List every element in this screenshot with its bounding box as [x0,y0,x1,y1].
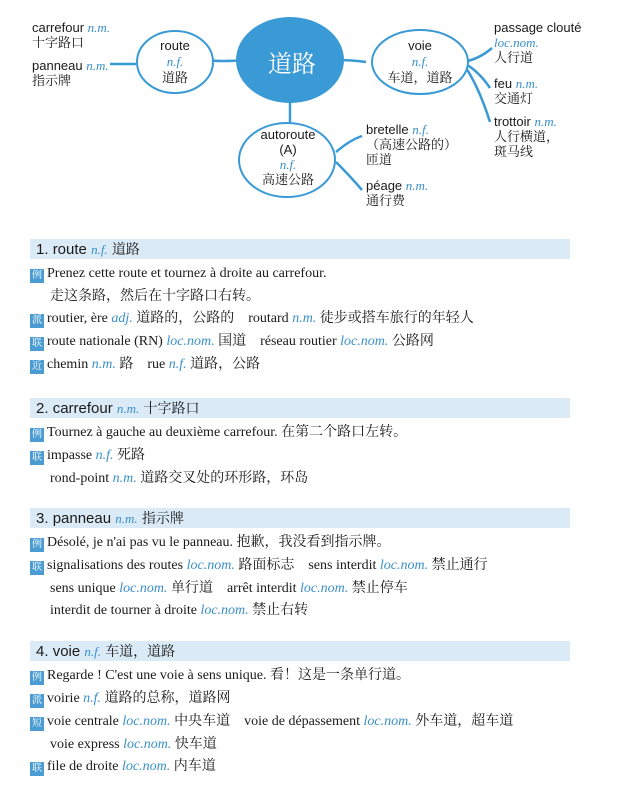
related-icon: 联 [32,562,42,573]
phrase-line [30,737,570,753]
near-zh: 路 [119,357,134,372]
derived-zh: 徒步或搭车旅行的年轻人 [319,311,474,326]
entry-number: 1. [36,241,49,258]
example-icon: 例 [32,539,42,550]
entry-number: 4. [36,643,49,660]
related-line [30,558,570,575]
entry-route [30,239,570,374]
entry-pos: n.f. [84,644,102,659]
related-line [30,448,570,465]
entry-panneau [30,508,570,619]
node-route-fr: route [160,38,190,53]
related-pos: loc.nom. [186,558,235,573]
related-line [30,334,570,351]
entry-pos: n.f. [91,242,108,257]
related-fr: file de droite [47,759,119,774]
leaf-panneau-zh: 指示牌 [32,73,72,88]
leaf-trottoir-zh2: 斑马线 [494,144,534,159]
related-zh: 单行道 [170,581,213,596]
entry-header [30,398,570,418]
leaf-bretelle-zh2: 匝道 [366,152,393,167]
entry-word: route [52,241,87,258]
example-zh: 抱歉，我没看到指示牌。 [236,535,391,550]
node-autoroute-pos: n.f. [279,157,297,172]
example-icon: 例 [32,270,42,281]
derived-pos: n.m. [292,311,317,326]
related-zh: 禁止停车 [351,581,408,596]
node-autoroute-abbr: (A) [279,142,297,157]
leaf-trottoir-zh1: 人行横道， [494,129,560,144]
derived-icon: 派 [32,695,42,706]
related-pos: loc.nom. [200,603,249,618]
example-zh: 走这条路，然后在十字路口右转。 [50,289,260,304]
leaf-carrefour-zh: 十字路口 [32,35,85,50]
entry-translation: 十字路口 [143,400,200,416]
phrase-fr: voie express [50,737,120,752]
entry-voie [30,641,570,776]
near-synonym-icon: 近 [32,361,42,372]
near-fr: chemin [47,357,89,372]
leaf-carrefour-pos: n.m. [87,20,111,35]
leaf-feu-fr: feu [494,76,513,91]
related-zh: 内车道 [173,759,216,774]
derived-zh: 道路的总称，道路网 [104,691,231,706]
leaf-carrefour-fr: carrefour [32,20,85,35]
leaf-passage [494,20,581,65]
related-fr: signalisations des routes [47,558,184,573]
entry-word: carrefour [52,400,113,417]
near-fr: rue [147,357,166,372]
related-pos: loc.nom. [119,581,168,596]
leaf-passage-zh: 人行道 [494,50,534,65]
related-zh: 国道 [218,334,247,349]
near-synonym-line [30,357,570,374]
related-pos: loc.nom. [300,581,349,596]
related-fr: interdit de tourner à droite [50,603,197,618]
example-icon: 例 [32,429,42,440]
leaf-bretelle-fr: bretelle [366,122,409,137]
example-fr: Tournez à gauche au deuxième carrefour. [47,425,278,440]
entry-number: 2. [36,400,49,417]
leaf-bretelle-pos: n.f. [412,122,429,137]
example-line [30,425,570,442]
related-zh: 路面标志 [238,558,295,573]
related-pos: loc.nom. [122,759,171,774]
entry-pos: n.m. [116,401,140,416]
example-line [30,266,570,283]
node-autoroute [242,127,334,187]
example-line [30,535,570,552]
related-line [30,581,570,597]
leaf-peage-pos: n.m. [405,178,429,193]
derived-zh: 道路的，公路的 [136,311,235,326]
leaf-peage-fr: péage [366,178,403,193]
related-pos: n.f. [95,448,114,463]
related-line [30,603,570,619]
leaf-feu-zh: 交通灯 [494,91,534,106]
example-icon: 例 [32,672,42,683]
derived-fr: routier, ère [47,311,108,326]
node-voie [374,38,466,86]
related-icon: 联 [32,763,42,774]
phrase-fr: voie centrale [47,714,119,729]
leaf-bretelle-zh1: （高速公路的） [366,137,458,152]
related-pos: loc.nom. [166,334,215,349]
node-route-pos: n.f. [166,54,184,69]
entry-header [30,239,570,259]
example-zh: 看！这是一条单行道。 [269,668,410,683]
leaf-passage-pos: loc.nom. [494,35,539,50]
related-icon: 联 [32,452,42,463]
phrase-line [30,714,570,731]
entry-pos: n.m. [115,511,138,526]
derived-pos: n.f. [83,691,102,706]
entry-carrefour [30,398,570,487]
leaf-carrefour [32,20,110,50]
related-zh: 道路交叉处的环形路，环岛 [140,471,309,486]
related-fr: réseau routier [260,334,337,349]
example-line [30,668,570,685]
leaf-panneau [32,58,109,88]
entry-header [30,641,570,661]
phrase-zh: 快车道 [174,737,217,752]
leaf-panneau-fr: panneau [32,58,83,73]
near-pos: n.m. [91,357,116,372]
derived-line [30,311,570,328]
node-voie-fr: voie [408,38,432,53]
entry-translation: 道路 [111,241,140,257]
derived-line [30,691,570,708]
entry-translation: 车道，道路 [105,643,176,659]
leaf-feu-pos: n.m. [515,76,539,91]
phrase-zh: 外车道，超车道 [415,714,514,729]
related-fr: route nationale (RN) [47,334,163,349]
entry-number: 3. [36,510,49,527]
mind-map [0,0,629,230]
related-line [30,759,570,776]
node-route [140,38,210,86]
entry-word: voie [52,643,81,660]
example-zh: 在第二个路口左转。 [281,425,408,440]
related-fr: sens unique [50,581,116,596]
phrase-pos: loc.nom. [122,714,171,729]
derived-icon: 派 [32,315,42,326]
center-label: 道路 [268,50,316,78]
entry-translation: 指示牌 [141,510,184,526]
related-zh: 公路网 [391,334,434,349]
phrase-pos: loc.nom. [363,714,412,729]
derived-fr: routard [248,311,289,326]
related-pos: loc.nom. [340,334,389,349]
leaf-panneau-pos: n.m. [86,58,109,73]
phrase-icon: 短 [32,718,42,729]
example-fr: Désolé, je n'ai pas vu le panneau. [47,535,234,550]
node-autoroute-fr: autoroute [260,127,316,142]
entry-header [30,508,570,528]
related-icon: 联 [32,338,42,349]
phrase-zh: 中央车道 [174,714,231,729]
leaf-peage [366,178,428,208]
related-fr: impasse [47,448,93,463]
node-voie-pos: n.f. [411,54,429,69]
node-autoroute-zh: 高速公路 [261,172,314,187]
node-route-zh: 道路 [161,70,188,85]
leaf-bretelle [366,122,457,167]
related-line [30,471,570,487]
derived-fr: voirie [47,691,80,706]
related-pos: loc.nom. [379,558,429,573]
example-translation-line [30,289,570,305]
near-zh: 道路，公路 [190,357,261,372]
leaf-peage-zh: 通行费 [366,193,406,208]
derived-pos: adj. [111,311,133,326]
example-fr: Prenez cette route et tournez à droite au carrefour. [47,266,327,281]
entry-word: panneau [52,510,112,527]
related-fr: arrêt interdit [226,581,297,596]
leaf-feu [494,76,538,106]
node-voie-zh: 车道，道路 [387,70,453,85]
phrase-pos: loc.nom. [123,737,172,752]
related-fr: sens interdit [308,558,377,573]
related-pos: n.m. [112,471,137,486]
related-zh: 禁止右转 [252,603,309,618]
near-pos: n.f. [168,357,187,372]
leaf-trottoir-pos: n.m. [534,114,557,129]
example-fr: Regarde ! C'est une voie à sens unique. [47,668,267,683]
related-zh: 死路 [117,448,145,463]
related-zh: 禁止通行 [431,558,488,573]
related-fr: rond-point [50,471,110,486]
leaf-trottoir [494,114,559,159]
leaf-trottoir-fr: trottoir [494,114,531,129]
phrase-fr: voie de dépassement [244,714,360,729]
leaf-passage-fr: passage clouté [494,20,582,35]
